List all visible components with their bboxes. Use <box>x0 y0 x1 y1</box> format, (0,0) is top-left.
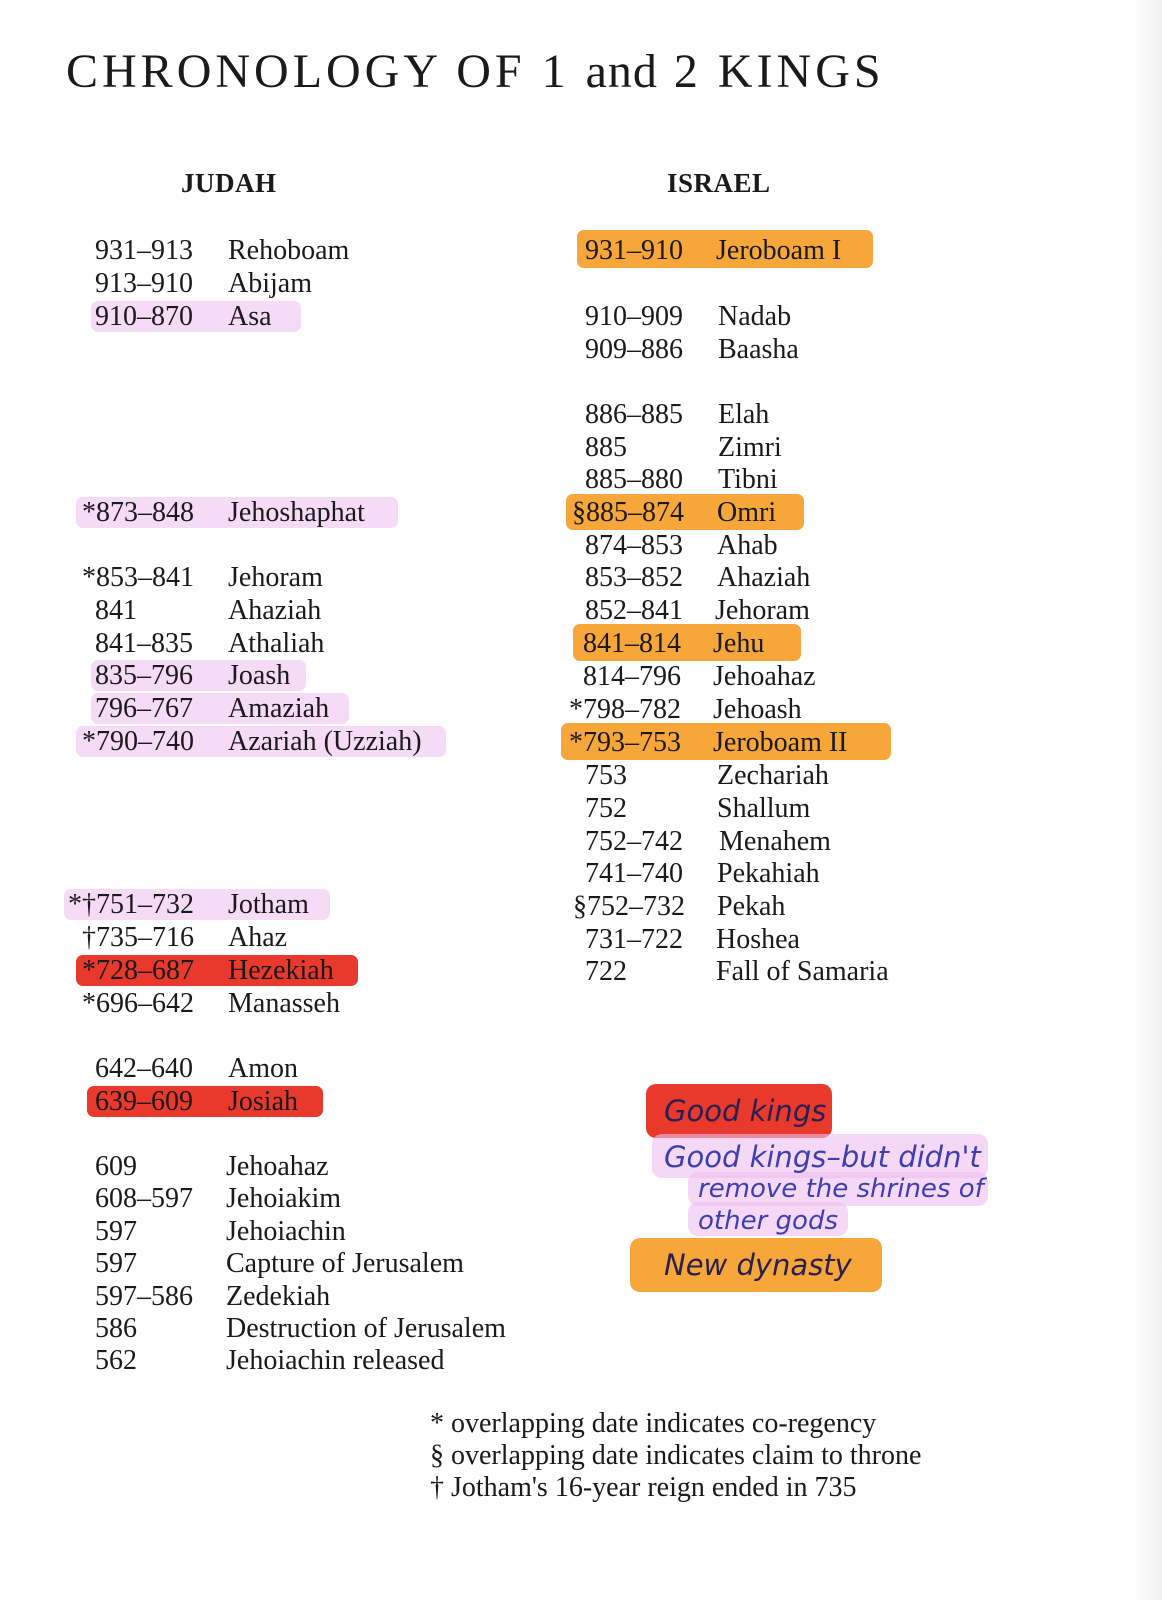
footnote-jotham: † Jotham's 16-year reign ended in 735 <box>430 1472 857 1503</box>
footnote-claim: § overlapping date indicates claim to throne <box>430 1440 922 1471</box>
judah-heading: JUDAH <box>181 168 277 198</box>
new-dynasty-label: New dynasty <box>664 1248 852 1282</box>
partial-good-label-line3: other gods <box>698 1206 838 1236</box>
page-title: CHRONOLOGY OF 1 and 2 KINGS <box>66 45 885 98</box>
partial-good-label-line1: Good kings–but didn't <box>664 1140 981 1174</box>
page-edge-shadow <box>1132 0 1162 1600</box>
partial-good-label-line2: remove the shrines of <box>698 1174 984 1204</box>
israel-heading: ISRAEL <box>667 168 771 198</box>
good-kings-label: Good kings <box>664 1094 827 1128</box>
footnotes <box>430 1408 921 1504</box>
footnote-co-regency: * overlapping date indicates co-regency <box>430 1408 877 1439</box>
